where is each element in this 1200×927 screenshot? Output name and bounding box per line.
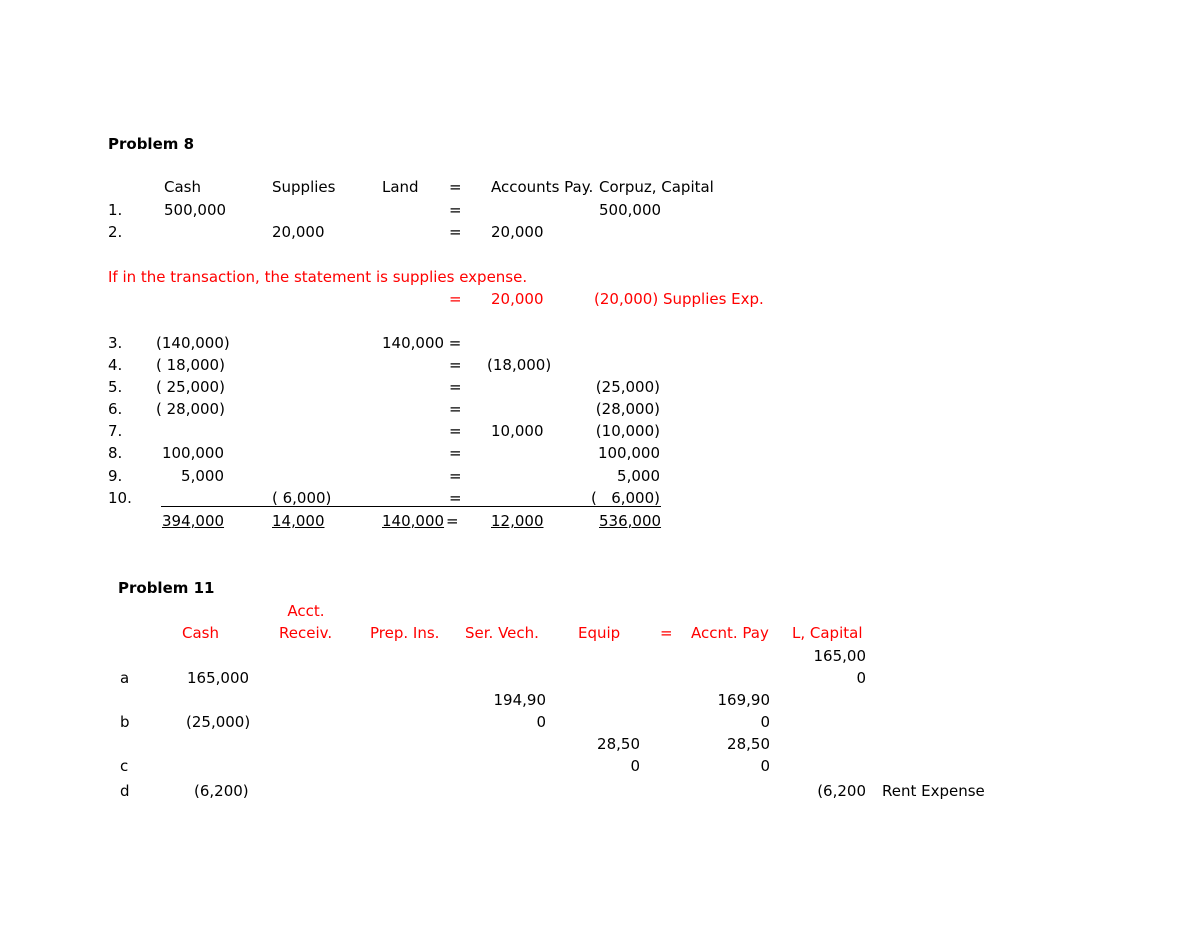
p11-ap-vehicle-line2: 0 xyxy=(760,713,770,731)
p11-vehicle-line2: 0 xyxy=(536,713,546,731)
capital-value: (25,000) xyxy=(595,378,660,396)
p11-ap-equipment-line1: 28,50 xyxy=(727,735,770,753)
cash-value: ( 28,000) xyxy=(156,400,225,418)
header-cash: Cash xyxy=(164,178,201,196)
total-equals: = xyxy=(446,512,459,530)
equals-sign: = xyxy=(449,467,462,485)
p11-header-ar-line2: Receiv. xyxy=(279,624,333,642)
supplies-value: 20,000 xyxy=(272,223,325,241)
row-number: 9. xyxy=(108,467,123,485)
total-ap: 12,000 xyxy=(491,512,544,530)
row-number: 2. xyxy=(108,223,123,241)
equals-sign: = xyxy=(449,378,462,396)
header-equals: = xyxy=(449,178,462,196)
p11-capital-a-line1: 165,00 xyxy=(813,647,866,665)
capital-value: (28,000) xyxy=(595,400,660,418)
header-accounts-payable: Accounts Pay. xyxy=(491,178,594,196)
row-number: 4. xyxy=(108,356,123,374)
row-number: 5. xyxy=(108,378,123,396)
equals-sign: = xyxy=(449,356,462,374)
p11-row-label-d: d xyxy=(120,782,130,800)
p11-header-capital: L, Capital xyxy=(792,624,863,642)
ap-value: 20,000 xyxy=(491,223,544,241)
ap-value: (18,000) xyxy=(487,356,552,374)
equals-sign: = xyxy=(449,444,462,462)
total-cash: 394,000 xyxy=(162,512,225,530)
equals-sign: = xyxy=(449,400,462,418)
total-supplies: 14,000 xyxy=(272,512,325,530)
capital-value: 5,000 xyxy=(617,467,660,485)
p11-cash-a: 165,000 xyxy=(187,669,250,687)
cash-value: 500,000 xyxy=(164,201,227,219)
p11-header-service-vehicle: Ser. Vech. xyxy=(465,624,539,642)
row-number: 7. xyxy=(108,422,123,440)
total-land: 140,000 xyxy=(382,512,445,530)
p11-capital-a-line2: 0 xyxy=(856,669,866,687)
cash-value: (140,000) xyxy=(156,334,230,352)
note-ap-value: 20,000 xyxy=(491,290,544,308)
p11-header-equipment: Equip xyxy=(578,624,621,642)
row-number: 6. xyxy=(108,400,123,418)
p11-row-label-b: b xyxy=(120,713,130,731)
problem-11-title: Problem 11 xyxy=(118,579,215,597)
equals-sign: = xyxy=(449,489,462,507)
total-rule xyxy=(161,506,661,507)
row-number: 8. xyxy=(108,444,123,462)
row-number: 1. xyxy=(108,201,123,219)
p11-header-accounts-payable: Accnt. Pay xyxy=(691,624,769,642)
total-capital: 536,000 xyxy=(599,512,662,530)
equals-sign: = xyxy=(449,422,462,440)
supplies-value: ( 6,000) xyxy=(272,489,332,507)
land-value: 140,000 = xyxy=(382,334,462,352)
cash-value: ( 25,000) xyxy=(156,378,225,396)
ap-value: 10,000 xyxy=(491,422,544,440)
row-number: 3. xyxy=(108,334,123,352)
p11-header-prepaid-insurance: Prep. Ins. xyxy=(370,624,440,642)
p11-header-cash: Cash xyxy=(182,624,219,642)
p11-ap-equipment-line2: 0 xyxy=(760,757,770,775)
capital-value: 100,000 xyxy=(597,444,660,462)
cash-value: ( 18,000) xyxy=(156,356,225,374)
p11-capital-d: (6,200 xyxy=(817,782,866,800)
p11-row-label-a: a xyxy=(120,669,130,687)
header-capital: Corpuz, Capital xyxy=(599,178,714,196)
p11-header-equals: = xyxy=(660,624,673,642)
equals-sign: = xyxy=(449,201,462,219)
equals-sign: = xyxy=(449,223,462,241)
p11-equipment-line2: 0 xyxy=(630,757,640,775)
p11-ap-vehicle-line1: 169,90 xyxy=(717,691,770,709)
cash-value: 100,000 xyxy=(161,444,224,462)
p11-header-ar-line1: Acct. xyxy=(287,602,325,620)
p11-equipment-line1: 28,50 xyxy=(597,735,640,753)
note-capital-value: (20,000) Supplies Exp. xyxy=(594,290,764,308)
supplies-expense-note: If in the transaction, the statement is supplies expense. xyxy=(108,268,528,286)
capital-value: ( 6,000) xyxy=(591,489,660,507)
capital-value: 500,000 xyxy=(599,201,662,219)
header-land: Land xyxy=(382,178,419,196)
cash-value: 5,000 xyxy=(181,467,224,485)
p11-row-label-c: c xyxy=(120,757,129,775)
note-equals-sign: = xyxy=(449,290,462,308)
problem-8-title: Problem 8 xyxy=(108,135,195,153)
row-number: 10. xyxy=(108,489,132,507)
p11-vehicle-line1: 194,90 xyxy=(493,691,546,709)
p11-cash-d: (6,200) xyxy=(194,782,249,800)
capital-value: (10,000) xyxy=(595,422,660,440)
header-supplies: Supplies xyxy=(272,178,336,196)
p11-rent-expense-note: Rent Expense xyxy=(882,782,985,800)
p11-cash-b: (25,000) xyxy=(186,713,251,731)
